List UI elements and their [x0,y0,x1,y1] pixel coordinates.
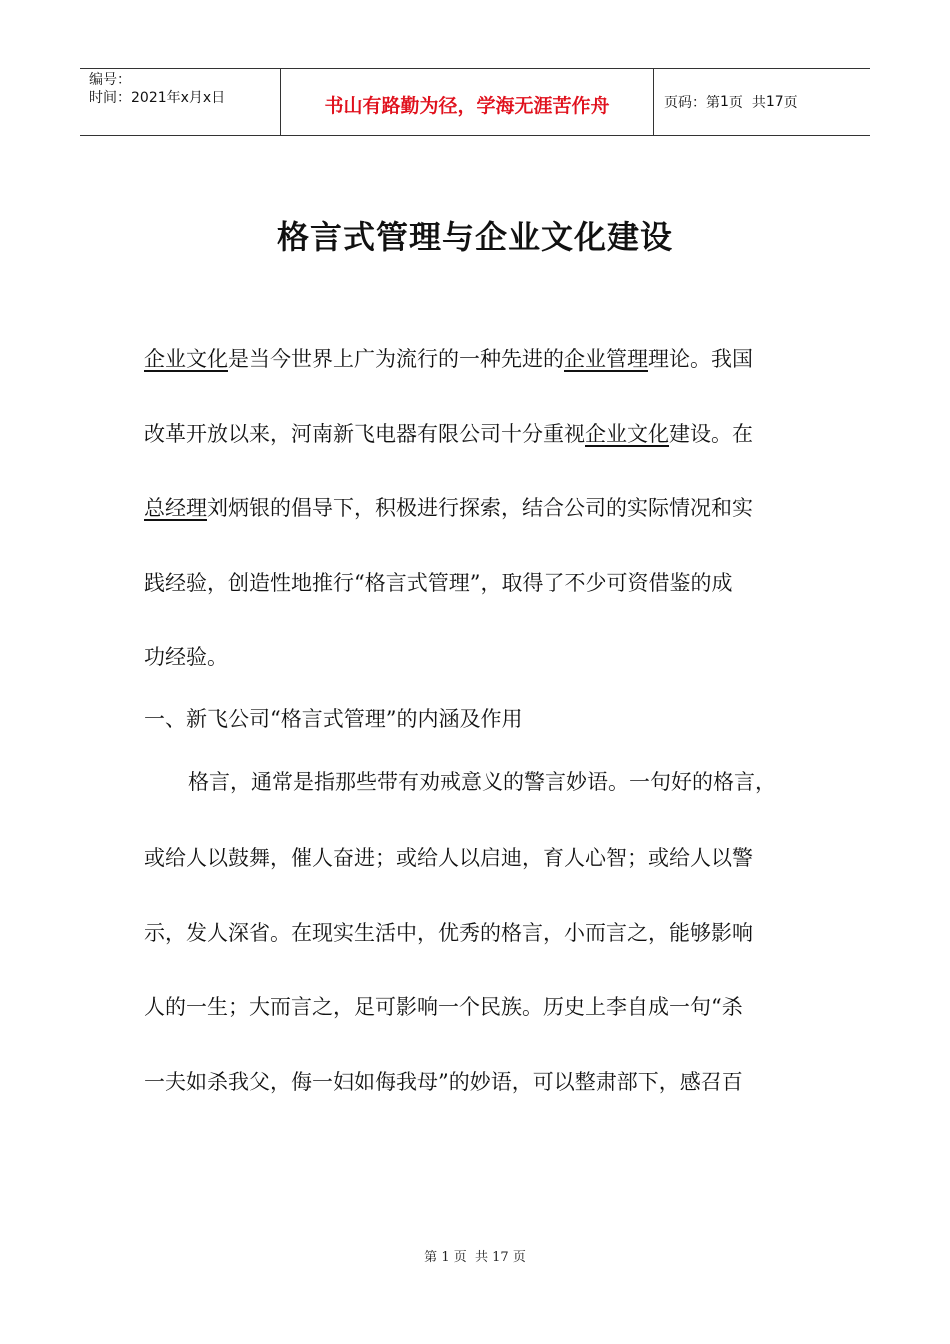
header-time-label: 时间：2021年x月x日 [89,90,226,106]
paragraph-line [144,420,753,448]
paragraph-line: 格言，通常是指那些带有劝戒意义的警言妙语。一句好的格言， [188,770,776,794]
link-enterprise-culture-2[interactable]: 企业文化 [585,422,669,446]
link-general-manager[interactable]: 总经理 [144,496,207,520]
footer-prefix: 第 [424,1250,438,1265]
header-page-prefix: 页码：第 [664,95,720,111]
header-page-total: 17 [765,94,784,110]
paragraph-line: 示，发人深省。在现实生活中，优秀的格言，小而言之，能够影响 [144,921,753,945]
text-span: 刘炳银的倡导下，积极进行探索，结合公司的实际情况和实 [207,496,753,520]
header-number-label: 编号： [89,72,131,88]
link-enterprise-management[interactable]: 企业管理 [564,347,648,371]
header-meta-cell [80,69,281,135]
paragraph-line: 人的一生；大而言之，足可影响一个民族。历史上李自成一句“杀 [144,995,743,1019]
header-page-middle: 页 共 [728,95,766,111]
page-footer [0,1246,950,1265]
document-title: 格言式管理与企业文化建设 [276,218,673,256]
paragraph-line: 或给人以鼓舞，催人奋进；或给人以启迪，育人心智；或给人以警 [144,846,753,870]
text-span: 理论。我国 [648,347,753,371]
paragraph-line [144,494,753,522]
header-page-suffix: 页 [783,95,798,111]
paragraph-line: 功经验。 [144,645,228,669]
paragraph-line: 践经验，创造性地推行“格言式管理”，取得了不少可资借鉴的成 [144,571,733,595]
footer-suffix: 页 [512,1250,526,1265]
paragraph-line [144,345,753,373]
paragraph-line: 一夫如杀我父，侮一妇如侮我母”的妙语，可以整肃部下，感召百 [144,1070,743,1094]
header-page-current: 1 [720,94,729,110]
text-span: 是当今世界上广为流行的一种先进的 [228,347,564,371]
text-span: 改革开放以来，河南新飞电器有限公司十分重视 [144,422,585,446]
text-span: 建设。在 [669,422,753,446]
link-enterprise-culture[interactable]: 企业文化 [144,347,228,371]
section-heading: 一、新飞公司“格言式管理”的内涵及作用 [144,707,523,731]
header-page-info [654,69,870,135]
header-motto: 书山有路勤为径，学海无涯苦作舟 [281,69,654,135]
footer-middle: 页 共 [453,1250,488,1265]
footer-current: 1 [441,1250,450,1265]
document-header [80,68,870,136]
footer-total: 17 [492,1250,509,1265]
